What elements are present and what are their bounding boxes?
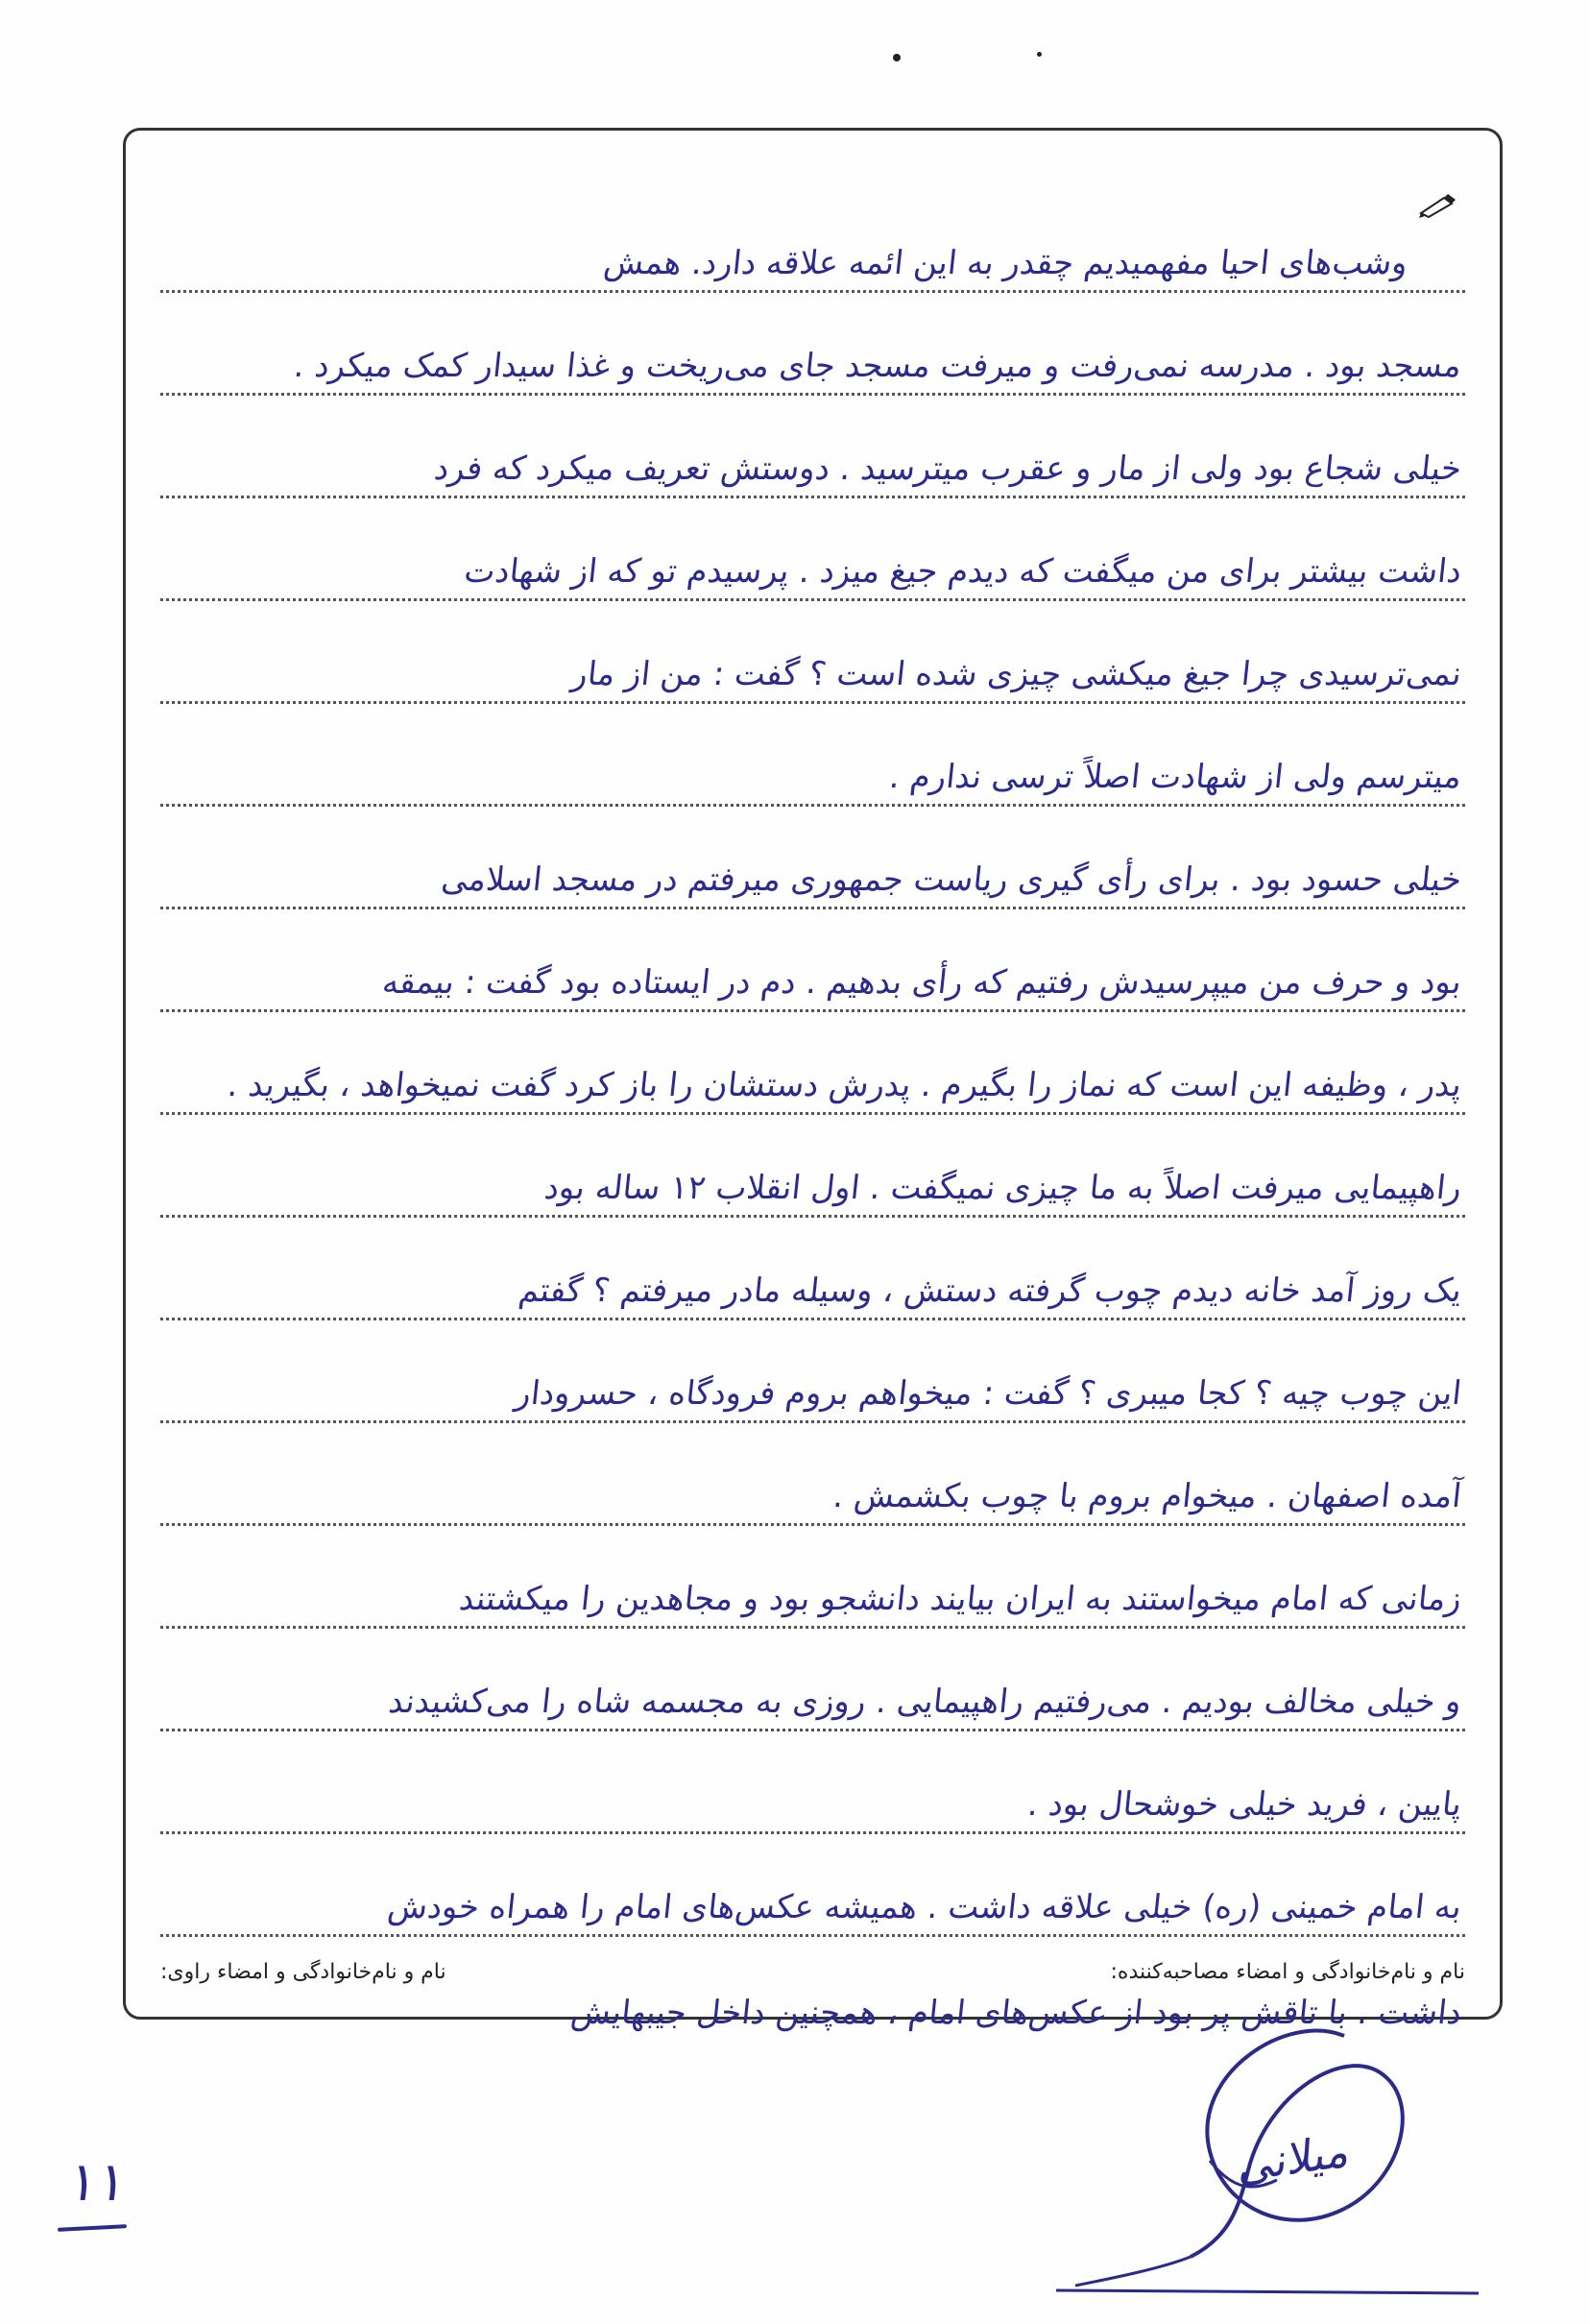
text-line-8 [160,909,1465,1012]
text-line-7 [160,807,1465,909]
handwritten-text: وشب‌های احیا مفهمیدیم چقدر به این ائمه علاقه دارد. همش [601,244,1410,282]
handwritten-text: خیلی حسود بود . برای رأی گیری ریاست جمهوری میرفتم در مسجد اسلامی [439,860,1464,899]
page-number-underline [58,2224,127,2232]
handwritten-text: پایین ، فرید خیلی خوشحال بود . [1025,1785,1464,1824]
handwritten-text: داشت بیشتر برای من میگفت که دیدم جیغ میزد . پرسیدم تو که از شهادت [462,552,1464,591]
text-line-11 [160,1218,1465,1320]
handwritten-text: بود و حرف من میپرسیدش رفتیم که رأی بدهیم . دم در ایستاده بود گفت : بیمقه [380,963,1464,1002]
signature-labels [160,1946,1465,1984]
text-line-13 [160,1423,1465,1526]
handwritten-text: میترسم ولی از شهادت اصلاً ترسی ندارم . [887,758,1464,796]
handwritten-text: و خیلی مخالف بودیم . می‌رفتیم راهپیمایی . روزی به مجسمه شاه را می‌کشیدند [386,1682,1464,1721]
text-line-10 [160,1115,1465,1218]
text-line-9 [160,1012,1465,1115]
handwritten-text: یک روز آمد خانه دیدم چوب گرفته دستش ، وسیله مادر میرفتم ؟ گفتم [517,1271,1464,1310]
handwritten-text: خیلی شجاع بود ولی از مار و عقرب میترسید . دوستش تعریف میکرد که فرد [432,449,1464,488]
handwritten-text: داشت . با تاقش پر بود از عکس‌های امام ، همچنین داخل جیبهایش [568,1994,1464,2032]
text-line-1 [160,190,1465,293]
ruled-lines [160,190,1465,2040]
handwritten-text: راهپیمایی میرفت اصلاً به ما چیزی نمیگفت . اول انقلاب ۱۲ ساله بود [542,1169,1464,1207]
narrator-label: نام و نام‌خانوادگی و امضاء راوی: [160,1960,446,1984]
handwritten-text: پدر ، وظیفه این است که نماز را بگیرم . پدرش دستشان را باز کرد گفت نمیخواهد ، بگیرید . [226,1066,1464,1104]
text-line-17 [160,1834,1465,1937]
text-line-4 [160,498,1465,601]
interviewer-label: نام و نام‌خانوادگی و امضاء مصاحبه‌کننده: [1110,1960,1465,1984]
text-line-12 [160,1320,1465,1423]
text-line-3 [160,396,1465,498]
text-line-6 [160,704,1465,807]
text-line-14 [160,1526,1465,1629]
handwritten-text: به امام خمینی (ره) خیلی علاقه داشت . همیشه عکس‌های امام را همراه خودش [385,1888,1464,1926]
text-line-5 [160,601,1465,704]
signature-name: میلانی [1237,2123,1353,2192]
text-line-2 [160,293,1465,396]
handwritten-text: زمانی که امام میخواستند به ایران بیایند دانشجو بود و مجاهدین را میکشتند [457,1580,1464,1618]
form-frame [123,128,1503,2032]
text-line-16 [160,1731,1465,1834]
handwritten-text: آمده اصفهان . میخوام بروم با چوب بکشمش . [831,1477,1464,1515]
top-dots [893,48,1066,67]
handwritten-text: مسجد بود . مدرسه نمی‌رفت و میرفت مسجد جای می‌ریخت و غذا سیدار کمک میکرد . [292,347,1464,385]
handwritten-text: نمی‌ترسیدی چرا جیغ میکشی چیزی شده است ؟ گفت : من از مار [569,655,1464,693]
page-number: ۱۱ [64,2151,132,2214]
pencil-icon [1417,190,1461,219]
handwritten-text: این چوب چیه ؟ کجا میبری ؟ گفت : میخواهم بروم فرودگاه ، حسرودار [513,1374,1464,1413]
text-line-15 [160,1629,1465,1731]
